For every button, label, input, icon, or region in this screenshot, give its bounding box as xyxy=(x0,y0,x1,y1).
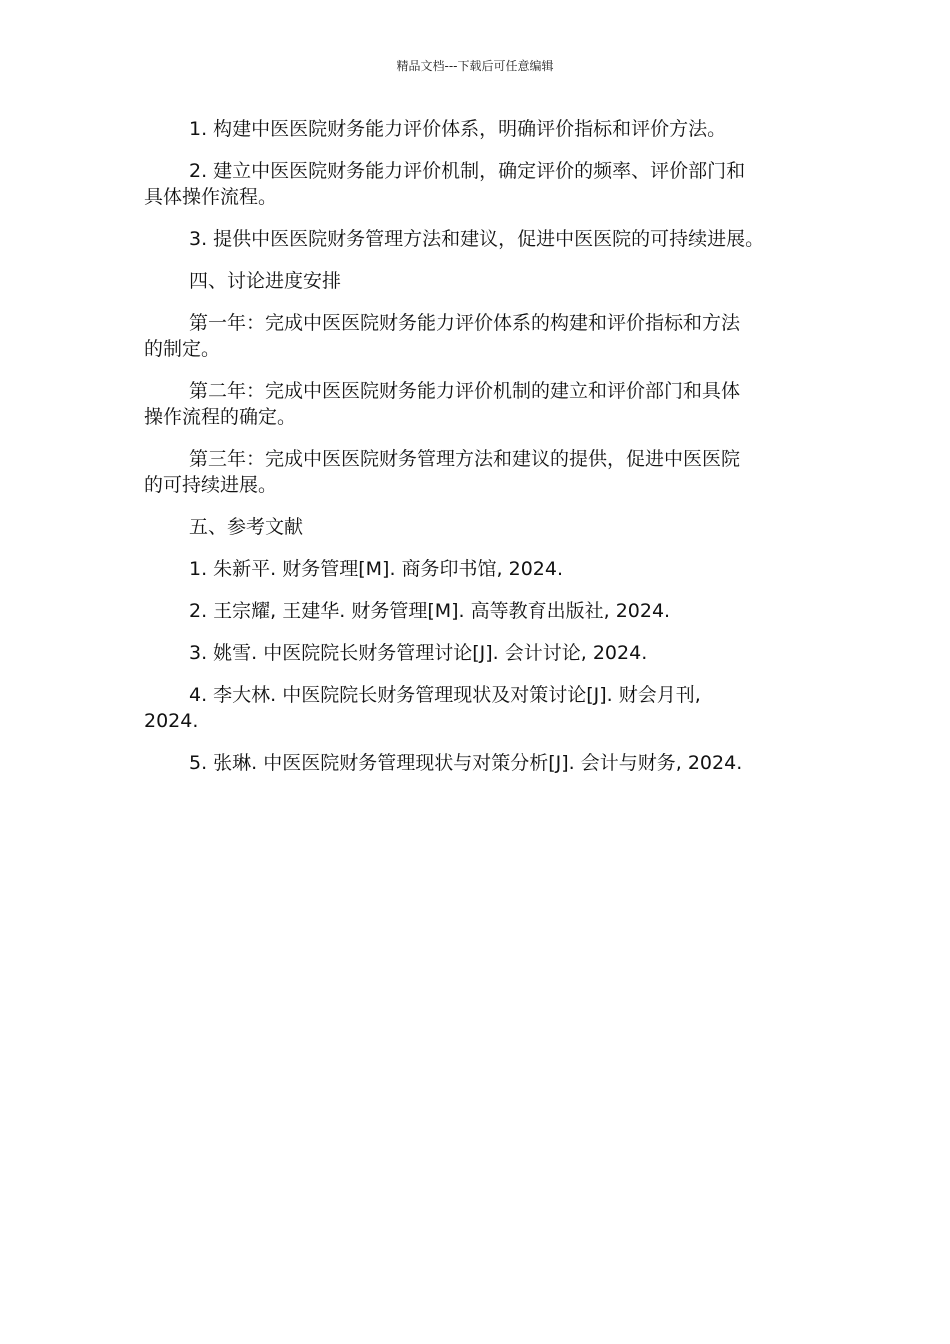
reference-item-5 xyxy=(144,750,814,776)
section-heading-references xyxy=(144,514,814,540)
paragraph-line: 第三年：完成中医医院财务管理方法和建议的提供，促进中医医院 xyxy=(189,448,741,470)
section-heading: 五、参考文献 xyxy=(189,516,304,538)
paragraph-line: 第一年：完成中医医院财务能力评价体系的构建和评价指标和方法 xyxy=(189,312,741,334)
paragraph-line: 第二年：完成中医医院财务能力评价机制的建立和评价部门和具体 xyxy=(189,380,741,402)
reference-item-2 xyxy=(144,598,814,624)
document-body xyxy=(144,116,814,792)
section-heading: 四、讨论进度安排 xyxy=(189,270,342,292)
reference-text: 5. 张琳. 中医医院财务管理现状与对策分析[J]. 会计与财务, 2024. xyxy=(189,752,743,774)
schedule-year-2 xyxy=(144,378,814,430)
paragraph-line: 的可持续进展。 xyxy=(144,474,278,496)
schedule-year-3 xyxy=(144,446,814,498)
paragraph-line: 1. 构建中医医院财务能力评价体系，明确评价指标和评价方法。 xyxy=(189,118,727,140)
goal-item-2 xyxy=(144,158,814,210)
paragraph-line: 2. 建立中医医院财务能力评价机制，确定评价的频率、评价部门和 xyxy=(189,160,746,182)
reference-item-1 xyxy=(144,556,814,582)
reference-text: 4. 李大林. 中医院院长财务管理现状及对策讨论[J]. 财会月刊, xyxy=(189,684,701,706)
paragraph-line: 具体操作流程。 xyxy=(144,186,278,208)
reference-text: 2. 王宗耀, 王建华. 财务管理[M]. 高等教育出版社, 2024. xyxy=(189,600,671,622)
section-heading-schedule xyxy=(144,268,814,294)
paragraph-line: 的制定。 xyxy=(144,338,221,360)
page-header: 精品文档---下载后可任意编辑 xyxy=(396,59,554,73)
paragraph-line: 操作流程的确定。 xyxy=(144,406,297,428)
reference-item-4 xyxy=(144,682,814,734)
schedule-year-1 xyxy=(144,310,814,362)
reference-text: 1. 朱新平. 财务管理[M]. 商务印书馆, 2024. xyxy=(189,558,564,580)
paragraph-line: 3. 提供中医医院财务管理方法和建议，促进中医医院的可持续进展。 xyxy=(189,228,765,250)
reference-item-3 xyxy=(144,640,814,666)
goal-item-3 xyxy=(144,226,814,252)
reference-text: 2024. xyxy=(144,710,199,732)
goal-item-1 xyxy=(144,116,814,142)
reference-text: 3. 姚雪. 中医院院长财务管理讨论[J]. 会计讨论, 2024. xyxy=(189,642,648,664)
